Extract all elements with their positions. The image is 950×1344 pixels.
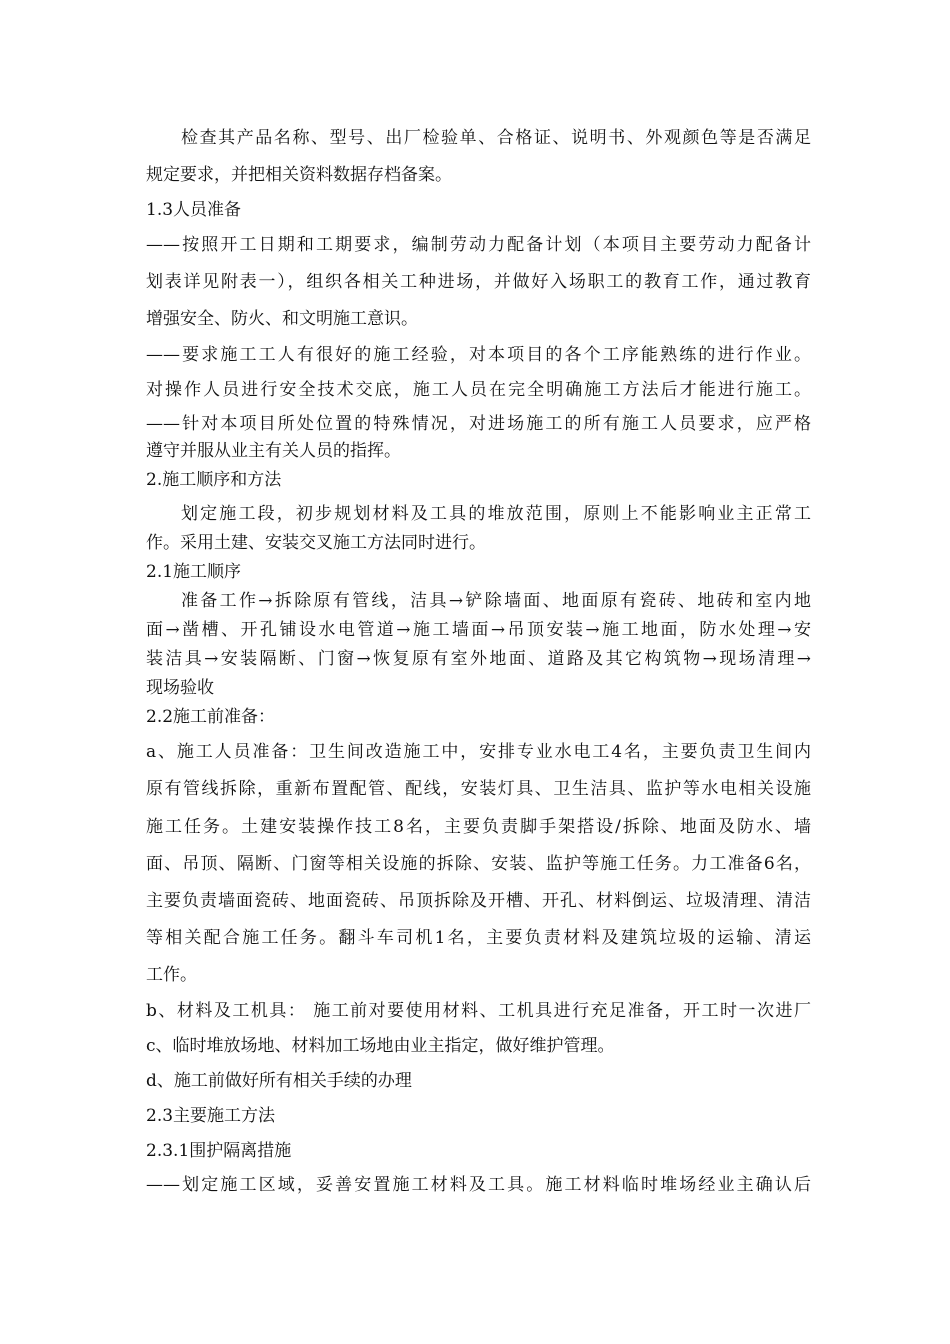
- section-heading: 1.3人员准备: [146, 200, 242, 220]
- paragraph-line: 主要负责墙面瓷砖、地面瓷砖、吊顶拆除及开槽、开孔、材料倒运、垃圾清理、清洁: [146, 891, 811, 911]
- paragraph-line: 现场验收: [146, 678, 214, 698]
- paragraph-line: 增强安全、防火、和文明施工意识。: [146, 309, 418, 329]
- section-heading: 2.施工顺序和方法: [146, 470, 282, 490]
- paragraph-line: 面→凿槽、开孔铺设水电管道→施工墙面→吊顶安装→施工地面，防水处理→安: [146, 620, 811, 640]
- section-heading: 2.1施工顺序: [146, 562, 242, 582]
- section-heading: 2.3.1围护隔离措施: [146, 1141, 292, 1161]
- paragraph-line: 施工任务。土建安装操作技工8名，主要负责脚手架搭设/拆除、地面及防水、墙: [146, 817, 811, 837]
- paragraph-line: c、临时堆放场地、材料加工场地由业主指定，做好维护管理。: [146, 1036, 615, 1056]
- paragraph-line: ——按照开工日期和工期要求，编制劳动力配备计划（本项目主要劳动力配备计: [146, 235, 811, 255]
- paragraph-line: 遵守并服从业主有关人员的指挥。: [146, 441, 401, 461]
- paragraph-line: 准备工作→拆除原有管线，洁具→铲除墙面、地面原有瓷砖、地砖和室内地: [181, 591, 811, 611]
- section-heading: 2.3主要施工方法: [146, 1106, 276, 1126]
- section-heading: 2.2施工前准备：: [146, 707, 276, 727]
- paragraph-line: d、施工前做好所有相关手续的办理: [146, 1071, 412, 1091]
- paragraph-line: 对操作人员进行安全技术交底，施工人员在完全明确施工方法后才能进行施工。: [146, 380, 811, 400]
- paragraph-line: 面、吊顶、隔断、门窗等相关设施的拆除、安装、监护等施工任务。力工准备6名，: [146, 854, 811, 874]
- paragraph-line: a、施工人员准备：卫生间改造施工中，安排专业水电工4名，主要负责卫生间内: [146, 742, 811, 762]
- paragraph-line: b、材料及工机具： 施工前对要使用材料、工机具进行充足准备，开工时一次进厂: [146, 1001, 811, 1021]
- paragraph-line: 作。采用土建、安装交叉施工方法同时进行。: [146, 533, 486, 553]
- paragraph-line: 装洁具→安装隔断、门窗→恢复原有室外地面、道路及其它构筑物→现场清理→: [146, 649, 811, 669]
- paragraph-line: 等相关配合施工任务。翻斗车司机1名，主要负责材料及建筑垃圾的运输、清运: [146, 928, 811, 948]
- paragraph-line: 原有管线拆除，重新布置配管、配线，安装灯具、卫生洁具、监护等水电相关设施: [146, 779, 811, 799]
- paragraph-line: ——划定施工区域，妥善安置施工材料及工具。施工材料临时堆场经业主确认后: [146, 1175, 811, 1195]
- paragraph-line: 规定要求，并把相关资料数据存档备案。: [146, 165, 452, 185]
- paragraph-line: 检查其产品名称、型号、出厂检验单、合格证、说明书、外观颜色等是否满足: [181, 128, 811, 148]
- paragraph-line: 划定施工段，初步规划材料及工具的堆放范围，原则上不能影响业主正常工: [181, 504, 811, 524]
- paragraph-line: ——针对本项目所处位置的特殊情况，对进场施工的所有施工人员要求，应严格: [146, 414, 811, 434]
- paragraph-line: ——要求施工工人有很好的施工经验，对本项目的各个工序能熟练的进行作业。: [146, 345, 811, 365]
- paragraph-line: 工作。: [146, 965, 197, 985]
- paragraph-line: 划表详见附表一），组织各相关工种进场，并做好入场职工的教育工作，通过教育: [146, 272, 811, 292]
